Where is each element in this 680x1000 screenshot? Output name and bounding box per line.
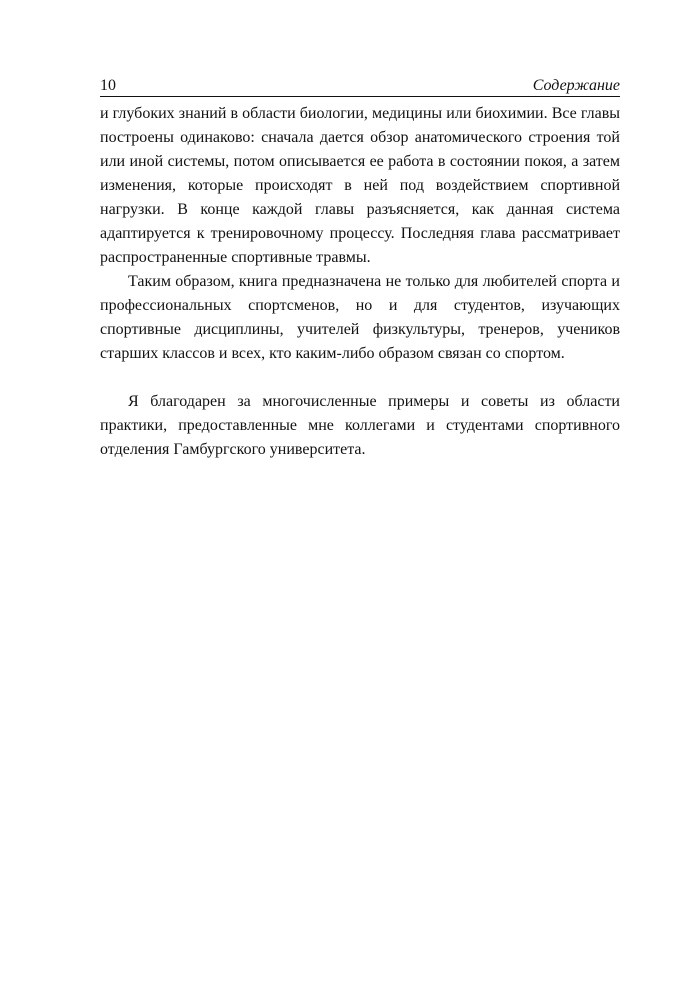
book-page [100, 76, 620, 462]
paragraph-audience: Таким образом, книга предназначена не только для любителей спорта и профессиональных спортсменов, но и для студентов, изучающих спортивные дисциплины, учителей физкультуры, тренеров, учеников старших классов и всех, кто каким-либо образом связан со спортом. [100, 273, 620, 362]
paragraph-continued: и глубоких знаний в области биологии, медицины или биохимии. Все главы построены одинаково: сначала дается обзор анатомического строения той или иной системы, потом описывается ее работа в состоянии покоя, а затем изменения, которые происходят в ней под воздействием спортивной нагрузки. В конце каждой главы разъясняется, как данная система адаптируется к тренировочному процессу. Последняя глава рассматривает распространенные спортивные травмы. [100, 105, 620, 266]
running-header [100, 76, 620, 97]
body-text [100, 102, 620, 462]
page-number: 10 [100, 77, 116, 94]
paragraph-acknowledgements: Я благодарен за многочисленные примеры и советы из области практики, предоставленные мне коллегами и студентами спортивного отделения Гамбургского университета. [100, 393, 620, 458]
section-title: Содержание [532, 77, 620, 94]
